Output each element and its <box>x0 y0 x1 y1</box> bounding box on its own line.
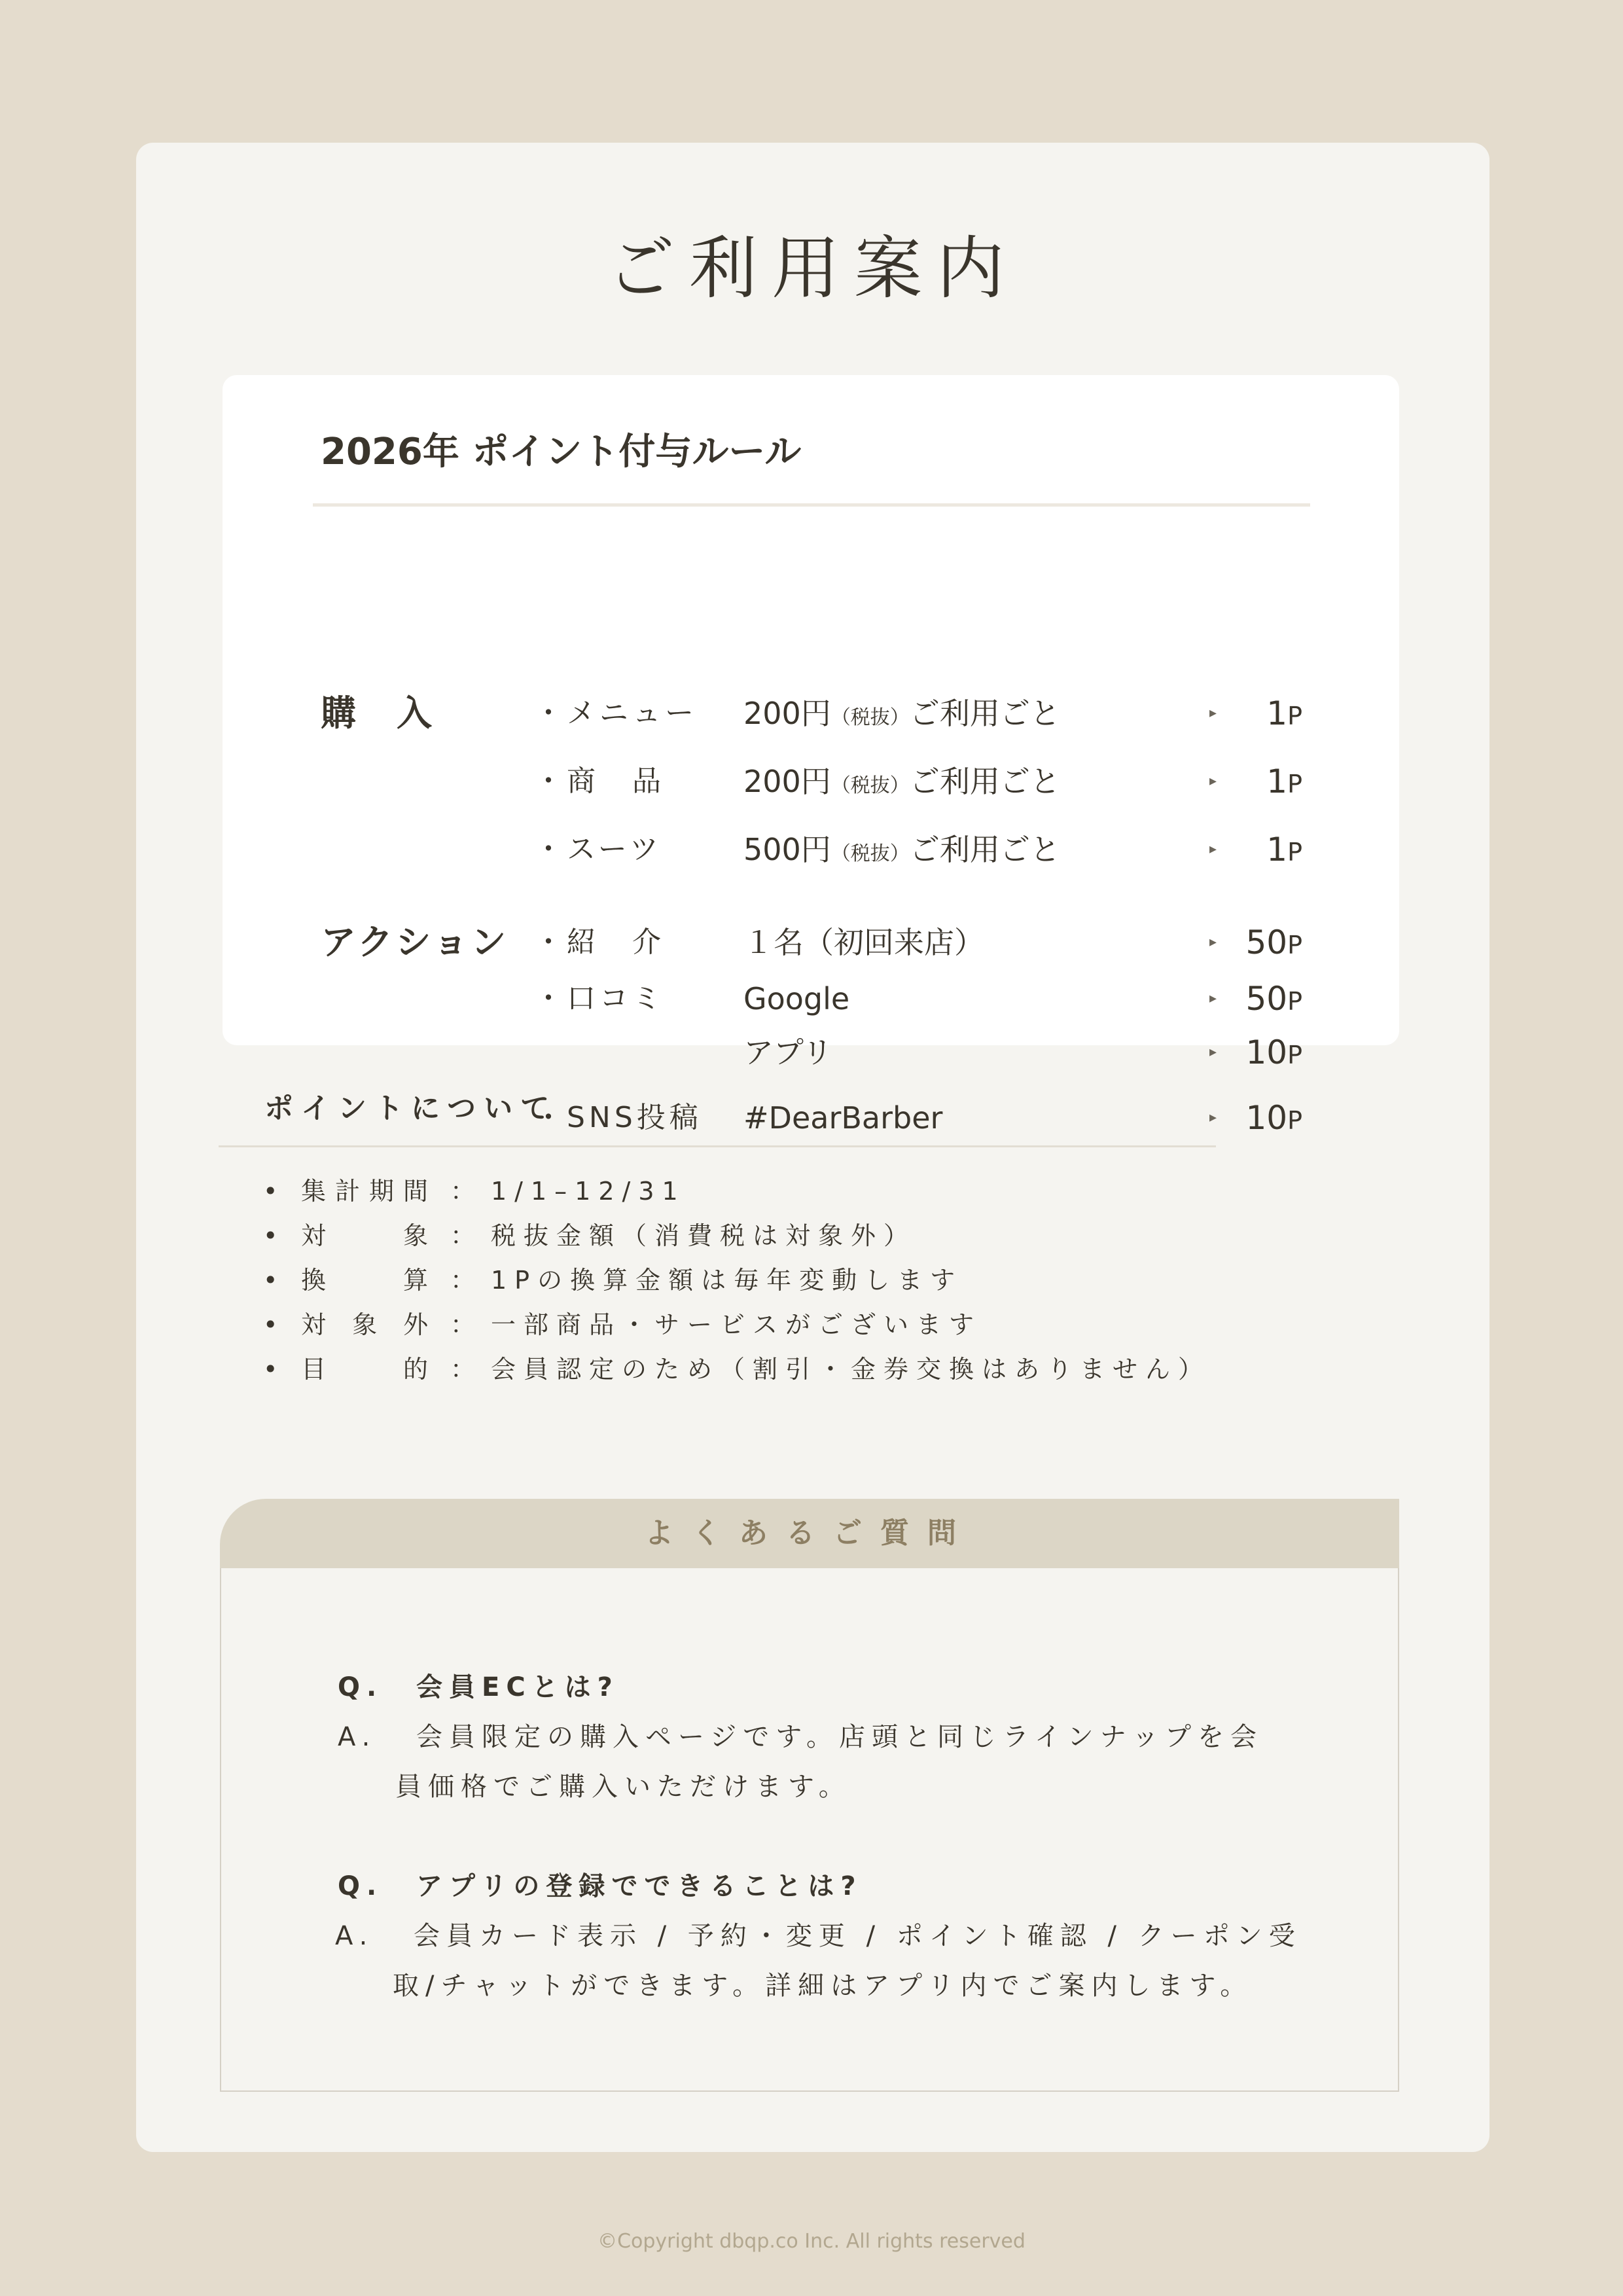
rule-points <box>1245 1030 1302 1078</box>
rule-condition-suffix: ご利用ごと <box>909 832 1060 867</box>
rule-points <box>1266 691 1302 739</box>
about-label: 目 的 <box>301 1355 438 1384</box>
about-label: 集計期間 <box>301 1177 438 1206</box>
faq-answer-continued: 員価格でご購入いただけます。 <box>395 1772 851 1802</box>
about-row <box>263 1351 1376 1388</box>
faq-body <box>220 1568 1399 2092</box>
bullet-icon: • <box>263 1355 278 1384</box>
bullet-icon: • <box>263 1177 278 1206</box>
arrow-right-icon: ▸ <box>1209 773 1217 789</box>
about-colon: ： <box>450 1221 476 1250</box>
rule-points-value: 50 <box>1245 924 1288 961</box>
rule-points <box>1266 759 1302 807</box>
rule-condition-amount: 200円 <box>743 696 831 731</box>
copyright-notice: ©Copyright dbqp.co Inc. All rights reserved <box>597 2230 1026 2253</box>
faq-answer-text: 会員カード表示 / 予約・変更 / ポイント確認 / クーポン受 <box>414 1921 1302 1951</box>
rule-condition <box>743 1030 832 1080</box>
rule-points-value: 1 <box>1266 762 1288 800</box>
rule-condition-amount: #DearBarber <box>743 1100 943 1136</box>
rule-row <box>223 691 1399 736</box>
rule-row <box>223 759 1399 804</box>
rule-points-value: 1 <box>1266 694 1288 732</box>
about-colon: ： <box>450 1310 476 1339</box>
answer-mark-label: A. <box>335 1921 374 1951</box>
rule-condition <box>743 920 984 970</box>
rule-condition <box>743 1095 942 1145</box>
faq-question-text: アプリの登録でできることは? <box>416 1871 863 1901</box>
rules-divider <box>313 503 1310 507</box>
about-value: 1/1–12/31 <box>491 1177 686 1206</box>
rule-points-unit: P <box>1287 931 1302 960</box>
rule-condition-amount: Google <box>743 981 850 1016</box>
faq-header: よくあるご質問 <box>220 1499 1399 1568</box>
faq-answer-text: 会員限定の購入ページです。店頭と同じラインナップを会 <box>416 1722 1263 1752</box>
rule-points-unit: P <box>1287 1106 1302 1135</box>
rule-condition <box>743 759 1060 809</box>
about-colon: ： <box>450 1177 476 1206</box>
faq-answer-continued: 取/チャットができます。詳細はアプリ内でご案内します。 <box>393 1971 1253 2001</box>
rule-condition-amount: １名（初回来店） <box>743 925 984 960</box>
about-row <box>263 1217 1376 1254</box>
rule-points-value: 1 <box>1266 831 1288 869</box>
rule-condition-amount: 500円 <box>743 832 831 867</box>
faq-question <box>338 1668 619 1707</box>
rule-row <box>223 920 1399 965</box>
rule-points-unit: P <box>1287 987 1302 1016</box>
rule-condition-amount: 200円 <box>743 764 831 799</box>
question-mark-label: Q. <box>338 1871 383 1901</box>
bullet-icon: • <box>263 1221 278 1250</box>
rule-points <box>1245 1095 1302 1143</box>
faq-answer <box>338 1717 1263 1757</box>
rule-points <box>1245 976 1302 1024</box>
rule-condition-note: （税抜） <box>830 706 910 729</box>
question-mark-label: Q. <box>338 1672 383 1702</box>
rule-points-value: 10 <box>1245 1099 1288 1137</box>
rule-row <box>223 827 1399 872</box>
rule-points-unit: P <box>1287 770 1302 798</box>
rule-condition-note: （税抜） <box>830 774 910 797</box>
arrow-right-icon: ▸ <box>1209 934 1217 950</box>
rule-condition-suffix: ご利用ごと <box>909 764 1060 799</box>
rule-item-label: ・口コミ <box>534 982 665 1015</box>
rule-group-label: アクション <box>321 922 509 963</box>
faq-question <box>338 1867 863 1906</box>
rule-points-unit: P <box>1287 1041 1302 1069</box>
rule-condition-amount: アプリ <box>743 1035 833 1070</box>
about-value: 1Pの換算金額は毎年変動します <box>491 1266 963 1295</box>
about-label: 対 象 外 <box>301 1310 438 1339</box>
arrow-right-icon: ▸ <box>1209 1044 1217 1060</box>
arrow-right-icon: ▸ <box>1209 990 1217 1007</box>
rule-points-unit: P <box>1287 702 1302 730</box>
about-label: 対 象 <box>301 1221 438 1250</box>
rule-condition <box>743 691 1060 741</box>
faq-question-text: 会員ECとは? <box>416 1672 619 1702</box>
rule-group-label: 購 入 <box>321 692 435 734</box>
bullet-icon: • <box>263 1310 278 1339</box>
about-row <box>263 1173 1376 1210</box>
rules-title: 2026年 ポイント付与ルール <box>321 431 802 473</box>
faq-answer <box>335 1916 1302 1956</box>
rule-item-label: ・スーツ <box>534 833 663 866</box>
rule-row <box>223 976 1399 1022</box>
about-colon: ： <box>450 1355 476 1384</box>
rule-item-label: ・SNS投稿 <box>534 1101 702 1134</box>
rule-condition <box>743 976 849 1026</box>
rule-points-value: 50 <box>1245 980 1288 1018</box>
rule-condition <box>743 827 1060 877</box>
rule-points-unit: P <box>1287 838 1302 867</box>
rule-row <box>223 1030 1399 1075</box>
about-divider <box>219 1145 1216 1147</box>
rule-points-value: 10 <box>1245 1033 1288 1071</box>
about-value: 一部商品・サービスがございます <box>491 1310 982 1339</box>
rule-condition-suffix: ご利用ごと <box>909 696 1060 731</box>
about-points-title: ポイントについて <box>264 1092 558 1125</box>
rule-item-label: ・メニュー <box>534 696 698 730</box>
rule-condition-note: （税抜） <box>830 842 910 865</box>
rule-item-label: ・商 品 <box>534 764 665 798</box>
about-value: 税抜金額（消費税は対象外） <box>491 1221 917 1250</box>
rule-points <box>1266 827 1302 875</box>
page-title: ご利用案内 <box>606 228 1019 308</box>
bullet-icon: • <box>263 1266 278 1295</box>
about-value: 会員認定のため（割引・金券交換はありません） <box>491 1355 1211 1384</box>
about-colon: ： <box>450 1266 476 1295</box>
arrow-right-icon: ▸ <box>1209 841 1217 857</box>
about-row <box>263 1306 1376 1343</box>
about-row <box>263 1262 1376 1299</box>
about-label: 換 算 <box>301 1266 438 1295</box>
rule-points <box>1245 920 1302 968</box>
rule-item-label: ・紹 介 <box>534 925 665 959</box>
arrow-right-icon: ▸ <box>1209 1109 1217 1126</box>
answer-mark-label: A. <box>338 1722 377 1752</box>
arrow-right-icon: ▸ <box>1209 705 1217 721</box>
